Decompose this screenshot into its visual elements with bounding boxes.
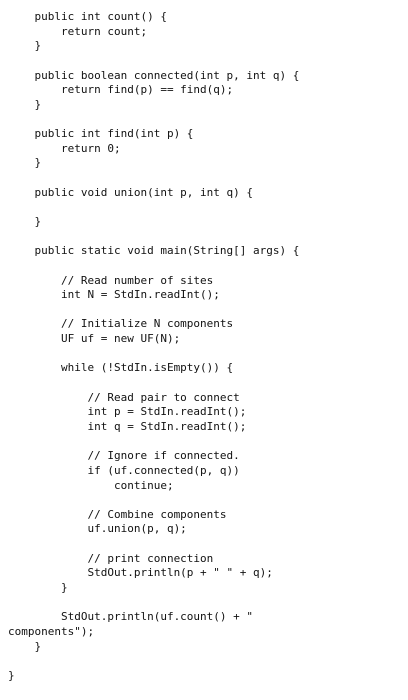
code-line (8, 347, 404, 362)
code-line: } (8, 639, 42, 653)
code-line: public int count() { (8, 10, 167, 23)
code-line (8, 303, 404, 318)
code-line: // Ignore if connected. (8, 449, 240, 463)
code-line (8, 376, 404, 391)
code-line (8, 200, 404, 215)
code-line (8, 596, 404, 611)
code-line: int N = StdIn.readInt(); (8, 288, 220, 302)
code-line: } (8, 156, 42, 170)
code-line: } (8, 97, 42, 111)
code-line (8, 112, 404, 127)
code-line: int p = StdIn.readInt(); (8, 405, 247, 419)
code-line: // Combine components (8, 507, 227, 521)
code-line: uf.union(p, q); (8, 522, 187, 536)
code-line (8, 230, 404, 245)
code-line (8, 171, 404, 186)
code-line (8, 493, 404, 508)
code-line: while (!StdIn.isEmpty()) { (8, 361, 234, 375)
code-line: continue; (8, 478, 174, 492)
code-line (8, 54, 404, 69)
code-line: if (uf.connected(p, q)) (8, 463, 240, 477)
code-line: } (8, 668, 15, 682)
code-line: return count; (8, 24, 148, 38)
code-line: // Read pair to connect (8, 390, 240, 404)
code-line (8, 259, 404, 274)
code-listing (8, 10, 404, 683)
code-line (8, 654, 404, 669)
code-line: UF uf = new UF(N); (8, 332, 181, 346)
code-line (8, 537, 404, 552)
code-line: StdOut.println(p + " " + q); (8, 566, 273, 580)
code-line: public int find(int p) { (8, 127, 194, 141)
code-line: // Initialize N components (8, 317, 234, 331)
code-line: components"); (8, 624, 95, 638)
code-line: // Read number of sites (8, 273, 214, 287)
code-line: // print connection (8, 551, 214, 565)
code-line: return find(p) == find(q); (8, 83, 234, 97)
code-line: int q = StdIn.readInt(); (8, 419, 247, 433)
code-line: } (8, 214, 42, 228)
code-line: public void union(int p, int q) { (8, 185, 254, 199)
code-line: } (8, 39, 42, 53)
code-line: StdOut.println(uf.count() + " (8, 610, 254, 624)
code-line (8, 435, 404, 450)
code-line: public static void main(String[] args) { (8, 244, 300, 258)
code-line: public boolean connected(int p, int q) { (8, 68, 300, 82)
code-line: } (8, 580, 68, 594)
code-line: return 0; (8, 141, 121, 155)
